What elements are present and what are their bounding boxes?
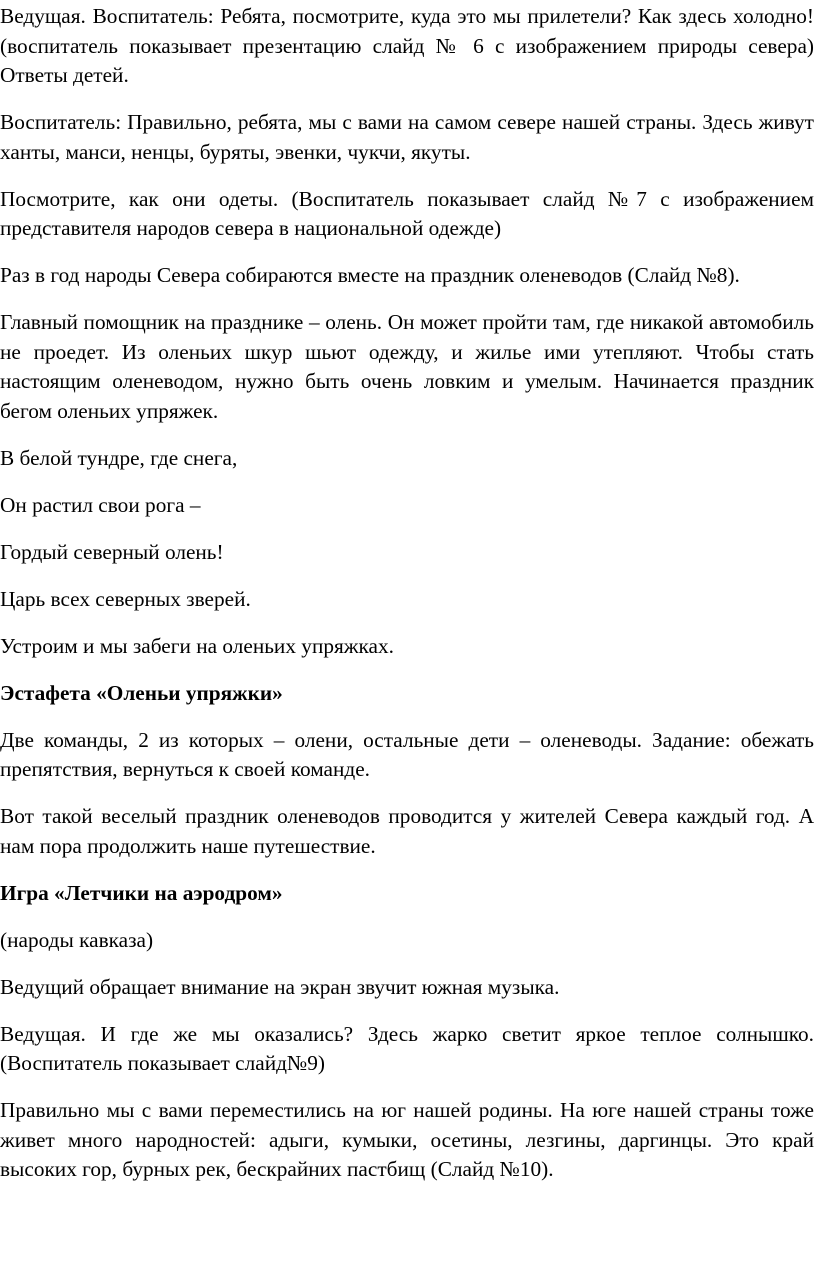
poem-line: Гордый северный олень! [0,539,224,564]
poem-line: В белой тундре, где снега, [0,445,238,470]
paragraph: Ведущий обращает внимание на экран звучит южная музыка. [0,974,560,999]
paragraph: Ведущая. Воспитатель: Ребята, посмотрите, куда это мы прилетели? Как здесь холодно! (воспитатель показывает презентацию слайд № 6 с изображением природы севера) Ответы детей. [0,4,814,87]
paragraph: Вот такой веселый праздник оленеводов проводится у жителей Севера каждый год. А нам пора продолжить наше путешествие. [0,804,814,858]
section-heading: Эстафета «Оленьи упряжки» [0,680,283,705]
paragraph: Главный помощник на празднике – олень. Он может пройти там, где никакой автомобиль не проедет. Из оленьих шкур шьют одежду, и жилье ими утепляют. Чтобы стать настоящим оленеводом, нужно быть очень ловким и умелым. Начинается праздник бегом оленьих упряжек. [0,310,814,423]
poem-line: Он растил свои рога – [0,492,201,517]
paragraph: Правильно мы с вами переместились на юг нашей родины. На юге нашей страны тоже живет много народностей: адыги, кумыки, осетины, лезгины, даргинцы. Это край высоких гор, бурных рек, бескрайних пастбищ (Слайд №10). [0,1098,814,1181]
paragraph: Ведущая. И где же мы оказались? Здесь жарко светит яркое теплое солнышко. (Воспитатель показывает слайд№9) [0,1021,814,1075]
section-heading: Игра «Летчики на аэродром» [0,880,283,905]
paragraph: Устроим и мы забеги на оленьих упряжках. [0,633,394,658]
paragraph: Воспитатель: Правильно, ребята, мы с вами на самом севере нашей страны. Здесь живут ханты, манси, ненцы, буряты, эвенки, чукчи, якуты. [0,110,814,164]
paragraph: Две команды, 2 из которых – олени, остальные дети – оленеводы. Задание: обежать препятствия, вернуться к своей команде. [0,727,814,781]
paragraph: (народы кавказа) [0,927,154,952]
paragraph: Раз в год народы Севера собираются вместе на праздник оленеводов (Слайд №8). [0,263,740,287]
document-body [0,2,814,1202]
poem-line: Царь всех северных зверей. [0,586,251,611]
paragraph: Посмотрите, как они одеты. (Воспитатель показывает слайд №7 с изображением представителя народов севера в национальной одежде) [0,186,814,240]
